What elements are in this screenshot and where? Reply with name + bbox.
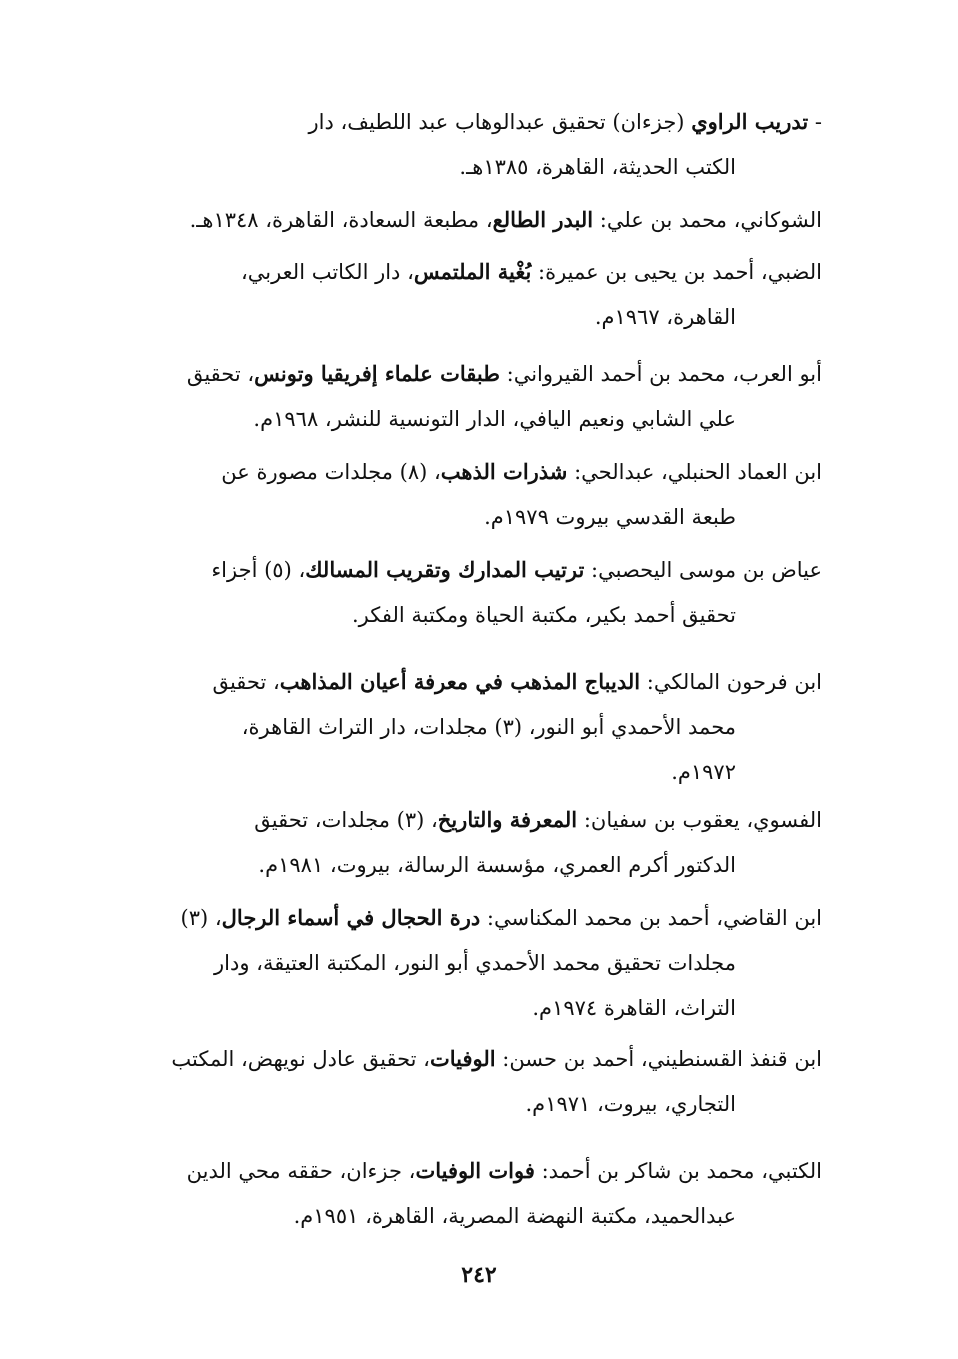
entry-author: أبو العرب، محمد بن أحمد القيرواني: [499, 362, 822, 386]
bibliography-entry [128, 797, 822, 888]
entry-continuation: طبعة القدسي بيروت ١٩٧٩م. [484, 505, 736, 529]
entry-continuation: التجاري، بيروت، ١٩٧١م. [525, 1092, 736, 1116]
entry-title: شذرات الذهب [440, 459, 568, 484]
entry-details: ، تحقيق [186, 362, 255, 386]
entry-continuation: تحقيق أحمد بكير، مكتبة الحياة ومكتبة الفكر. [352, 603, 736, 627]
entry-title: فوات الوفيات [415, 1158, 535, 1183]
entry-title: البدر الطالع [492, 207, 594, 232]
bibliography-entry [128, 249, 822, 340]
entry-details: (جزءان) تحقيق عبدالوهاب عبد اللطيف، دار [308, 110, 692, 134]
entry-continuation: ١٩٧٢م. [671, 760, 736, 784]
entry-title: طبقات علماء إفريقيا وتونس [254, 361, 500, 386]
entry-author: الكتبي، محمد بن شاكر بن أحمد: [534, 1159, 822, 1183]
entry-author: ابن فرحون المالكي: [640, 670, 822, 694]
entry-first-line [128, 547, 822, 593]
entry-first-line [128, 449, 822, 495]
entry-continuation: التراث، القاهرة ١٩٧٤م. [532, 996, 736, 1020]
entry-author: عياض بن موسى اليحصبي: [584, 558, 822, 582]
entry-details: ، (٣) [180, 906, 222, 930]
entry-continuation: محمد الأحمدي أبو النور، (٣) مجلدات، دار التراث القاهرة، [241, 715, 736, 739]
bibliography-entry [128, 99, 822, 190]
bibliography-entry [128, 547, 822, 638]
entry-author: ابن العماد الحنبلي، عبدالحي: [567, 460, 822, 484]
bibliography-entry [128, 1148, 822, 1239]
entry-author: الشوكاني، محمد بن علي: [593, 208, 822, 232]
entry-author: الضبي، أحمد بن يحيى بن عميرة: [531, 260, 822, 284]
entry-first-line [128, 1036, 822, 1082]
entry-title: تدريب الراوي [691, 109, 809, 134]
entry-continuation: القاهرة، ١٩٦٧م. [594, 305, 736, 329]
entry-title: المعرفة والتاريخ [437, 807, 578, 832]
entry-details: ، (٣) مجلدات، تحقيق [254, 808, 438, 832]
entry-author: الفسوي، يعقوب بن سفيان: [577, 808, 822, 832]
entry-continuation: مجلدات تحقيق محمد الأحمدي أبو النور، المكتبة العتيقة، ودار [214, 951, 736, 975]
entry-title: درة الحجال في أسماء الرجال [221, 905, 481, 930]
entry-continuation: عبدالحميد، مكتبة النهضة المصرية، القاهرة، ١٩٥١م. [293, 1204, 736, 1228]
entry-continuation: علي الشابي ونعيم اليافي، الدار التونسية للنشر، ١٩٦٨م. [253, 407, 736, 431]
bibliography-entry [128, 895, 822, 1031]
entry-first-line [128, 895, 822, 941]
entry-title: ترتيب المدارك وتقريب المسالك [305, 557, 585, 582]
bibliography-entry [128, 351, 822, 442]
entry-continuation: الكتب الحديثة، القاهرة، ١٣٨٥هـ. [459, 155, 736, 179]
entry-first-line [128, 197, 822, 243]
bibliography-entry [128, 1036, 822, 1127]
entry-details: ، مطبعة السعادة، القاهرة، ١٣٤٨هـ. [189, 208, 493, 232]
entry-details: ، تحقيق عادل نويهض، المكتب [171, 1047, 430, 1071]
entry-first-line [128, 249, 822, 295]
page-number: ٢٤٢ [461, 1262, 497, 1288]
entry-first-line [128, 1148, 822, 1194]
entry-author: ابن القاضي، أحمد بن محمد المكناسي: [480, 906, 822, 930]
entry-details: ، دار الكاتب العربي، [240, 260, 414, 284]
entry-title: الديباج المذهب في معرفة أعيان المذاهب [279, 669, 641, 694]
entry-first-line [128, 99, 822, 145]
entry-author: ابن قنفذ القسنطيني، أحمد بن حسن: [495, 1047, 822, 1071]
bibliography-entry [128, 449, 822, 540]
entry-details: ، تحقيق [212, 670, 280, 694]
entry-first-line [128, 797, 822, 843]
entry-details: ، جزءان، حققه محي الدين [186, 1159, 416, 1183]
entry-author: - [808, 110, 822, 134]
entry-details: ، (٨) مجلدات مصورة عن [221, 460, 441, 484]
entry-first-line [128, 351, 822, 397]
entry-continuation: الدكتور أكرم العمري، مؤسسة الرسالة، بيروت، ١٩٨١م. [258, 853, 736, 877]
entry-first-line [128, 659, 822, 705]
bibliography-entry [128, 197, 822, 243]
entry-title: الوفيات [429, 1046, 496, 1071]
bibliography-entry [128, 659, 822, 795]
entry-details: ، (٥) أجزاء [211, 558, 306, 582]
entry-title: بُغْية الملتمس [413, 259, 532, 284]
